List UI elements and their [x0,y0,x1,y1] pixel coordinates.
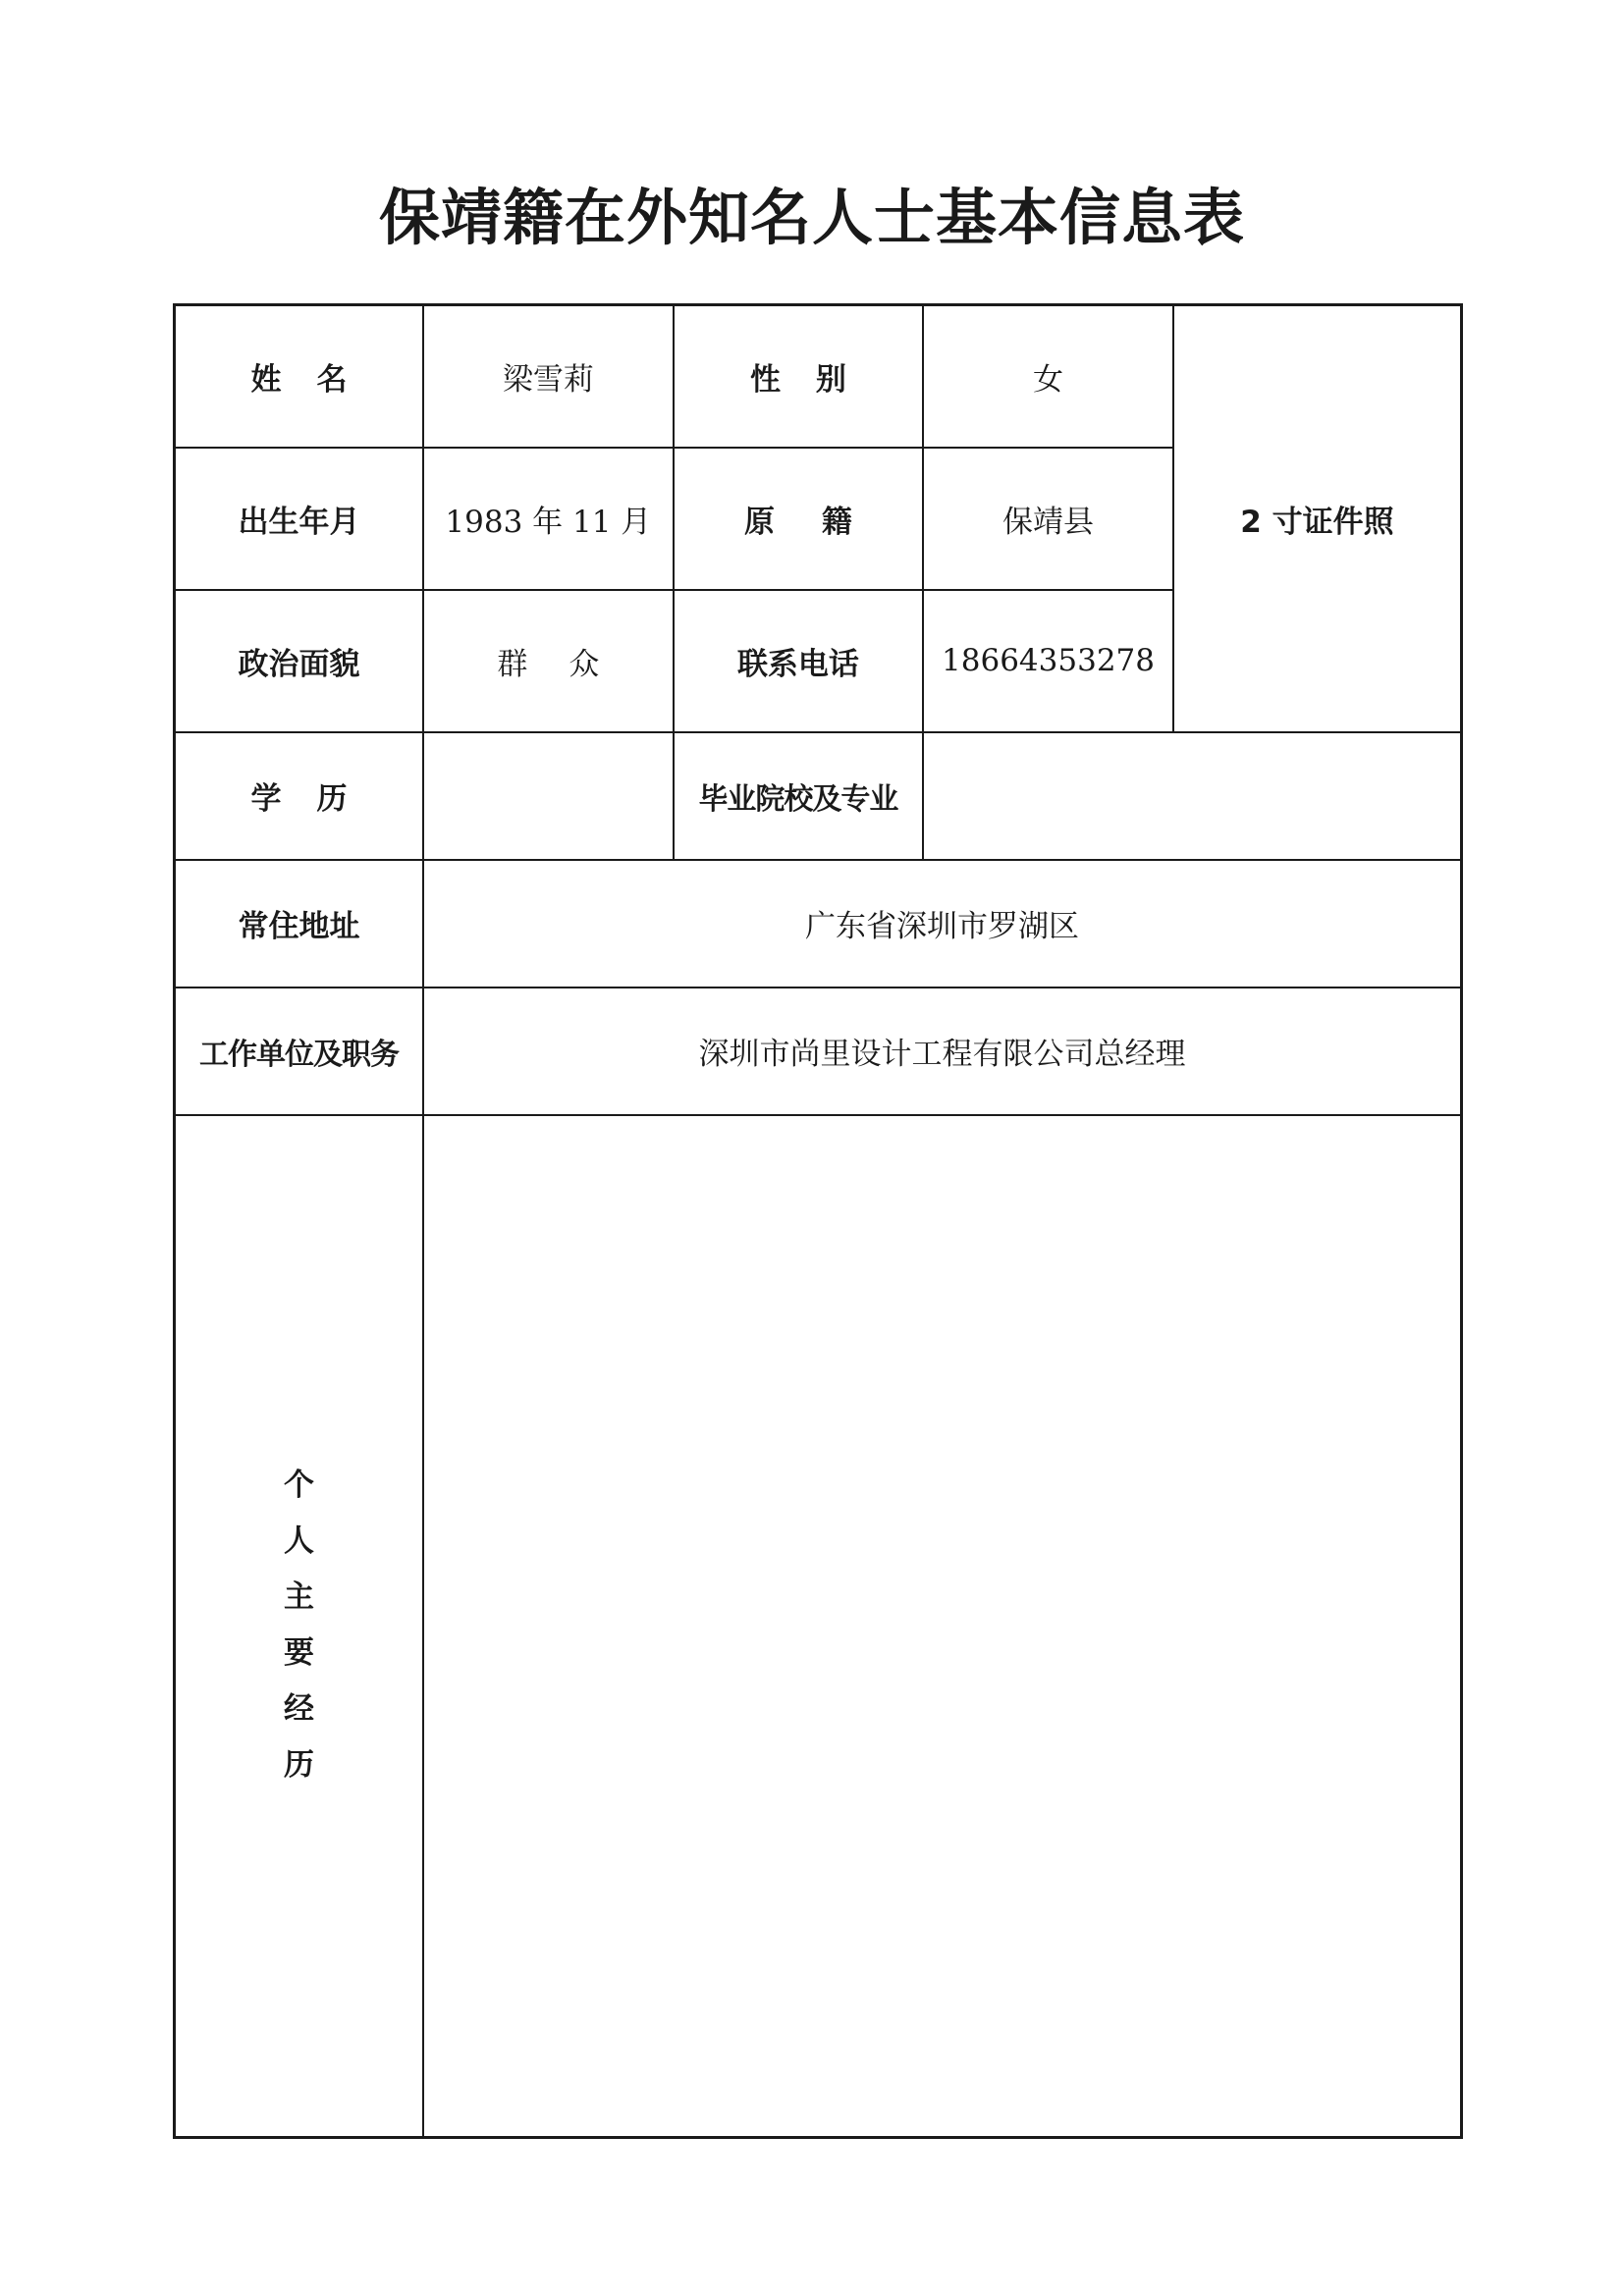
gender-label: 性别 [749,361,882,398]
photo-label: 2 寸证件照 [1240,504,1394,540]
name-label: 姓名 [250,361,383,398]
education-label: 学历 [250,781,383,817]
education-value[interactable] [423,732,674,860]
row-name [175,305,1462,448]
row-address [175,860,1462,988]
address-value[interactable]: 广东省深圳市罗湖区 [423,860,1461,988]
page-title: 保靖籍在外知名人士基本信息表 [378,182,1245,253]
row-education [175,732,1462,860]
origin-value[interactable]: 保靖县 [923,448,1173,590]
name-value[interactable]: 梁雪莉 [423,305,674,448]
birth-value[interactable]: 1983 年 11 月 [423,448,674,590]
phone-label: 联系电话 [674,590,924,732]
political-value[interactable]: 群众 [497,646,641,682]
experience-value[interactable] [423,1115,1461,2138]
row-work [175,988,1462,1115]
phone-value[interactable]: 18664353278 [923,590,1173,732]
gender-value[interactable]: 女 [923,305,1173,448]
school-value[interactable] [923,732,1461,860]
work-label: 工作单位及职务 [175,988,424,1115]
experience-label: 个人主要经历 [284,1468,315,1784]
photo-slot[interactable] [1173,305,1462,732]
info-form-table [173,303,1463,2139]
origin-label: 原籍 [743,504,899,540]
political-label: 政治面貌 [175,590,424,732]
birth-label: 出生年月 [175,448,424,590]
address-label: 常住地址 [175,860,424,988]
row-experience [175,1115,1462,2138]
work-value[interactable]: 深圳市尚里设计工程有限公司总经理 [423,988,1461,1115]
school-label: 毕业院校及专业 [674,732,924,860]
